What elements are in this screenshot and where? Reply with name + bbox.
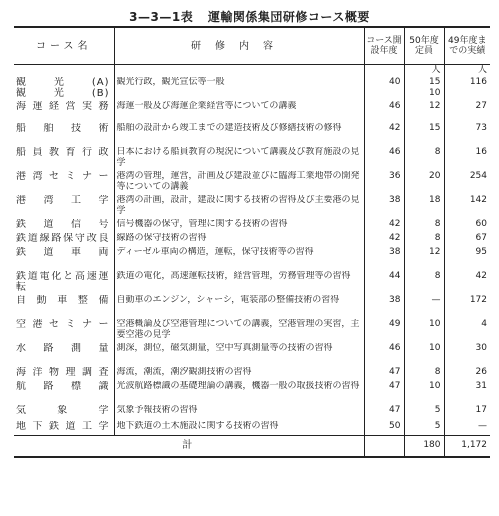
quota-1975 xyxy=(404,147,444,171)
header-row xyxy=(14,27,490,65)
quota-value: 8 xyxy=(434,367,441,377)
cumulative-record: 254 xyxy=(444,171,490,195)
course-name-text: 水路測量 xyxy=(16,343,110,354)
quota-1975 xyxy=(404,271,444,295)
course-description: 日本における船員教育の現況について講義及び教育施設の見学 xyxy=(114,147,364,171)
cumulative-record: 60 xyxy=(444,219,490,233)
table-row xyxy=(14,319,490,343)
course-name xyxy=(14,171,114,195)
total-cumulative: 1,172 xyxy=(444,435,490,457)
quota-value: 12 xyxy=(429,247,441,257)
course-name xyxy=(14,381,114,405)
quota-value: 18 xyxy=(429,195,441,205)
table-title xyxy=(0,8,499,25)
start-year: 46 xyxy=(364,343,404,367)
course-description: 信号機器の保守，管理に関する技術の習得 xyxy=(114,219,364,233)
cumulative-record: 31 xyxy=(444,381,490,405)
start-year: 42 xyxy=(364,233,404,247)
course-description: 船舶の設計から竣工までの建造技術及び修繕技術の修得 xyxy=(114,123,364,147)
table-row xyxy=(14,271,490,295)
course-description: 観光行政，観光宣伝等一般 xyxy=(114,77,364,101)
course-description: 気象予報技術の習得 xyxy=(114,405,364,421)
quota-value: 10 xyxy=(429,343,441,353)
quota-1975 xyxy=(404,219,444,233)
course-name-text: 鉄道電化と高速運転 xyxy=(16,271,110,293)
start-year: 42 xyxy=(364,123,404,147)
course-description: 海運一般及び海運企業経営等についての講義 xyxy=(114,101,364,123)
cumulative-record: 27 xyxy=(444,101,490,123)
table-row xyxy=(14,147,490,171)
course-name-text: 船員教育行政 xyxy=(16,147,110,158)
table-row xyxy=(14,123,490,147)
table-row xyxy=(14,101,490,123)
table-row xyxy=(14,233,490,247)
table-row xyxy=(14,381,490,405)
course-name-text: 港湾セミナー xyxy=(16,171,110,182)
cumulative-record: 95 xyxy=(444,247,490,271)
quota-value: 5 xyxy=(434,421,441,431)
start-year: 49 xyxy=(364,319,404,343)
start-year: 50 xyxy=(364,421,404,435)
table-row xyxy=(14,295,490,319)
start-year: 38 xyxy=(364,247,404,271)
start-year: 47 xyxy=(364,405,404,421)
quota-value: — xyxy=(431,295,441,305)
cumulative-record: — xyxy=(444,421,490,435)
quota-value: 8 xyxy=(434,271,441,281)
quota-1975 xyxy=(404,295,444,319)
course-name xyxy=(14,195,114,219)
quota-1975 xyxy=(404,123,444,147)
course-name-text: 鉄道信号 xyxy=(16,219,110,230)
course-description: 空港概論及び空港管理についての講義，空港管理の実習，主要空港の見学 xyxy=(114,319,364,343)
cumulative-record: 16 xyxy=(444,147,490,171)
cumulative-record: 142 xyxy=(444,195,490,219)
quota-1975 xyxy=(404,77,444,101)
table-row xyxy=(14,343,490,367)
cumulative-record: 30 xyxy=(444,343,490,367)
header-cumulative: 49年度までの実績 xyxy=(444,27,490,65)
cumulative-record: 172 xyxy=(444,295,490,319)
quota-value: 10 xyxy=(429,381,441,391)
course-name xyxy=(14,219,114,233)
quota-1975 xyxy=(404,101,444,123)
cumulative-record: 73 xyxy=(444,123,490,147)
quota-value: 10 xyxy=(429,319,441,329)
course-description: 港湾の管理，運営，計画及び建設並びに臨海工業地帯の開発等についての講義 xyxy=(114,171,364,195)
table-row xyxy=(14,421,490,435)
start-year: 47 xyxy=(364,381,404,405)
start-year: 40 xyxy=(364,77,404,101)
unit-cumulative: 人 xyxy=(444,65,490,78)
course-table xyxy=(14,26,490,458)
course-name-text: 航路標識 xyxy=(16,381,110,392)
start-year: 36 xyxy=(364,171,404,195)
quota-value: 8 xyxy=(434,219,441,229)
start-year: 46 xyxy=(364,147,404,171)
start-year: 38 xyxy=(364,195,404,219)
quota-1975 xyxy=(404,405,444,421)
table-row xyxy=(14,367,490,381)
table-row xyxy=(14,247,490,271)
quota-1975 xyxy=(404,421,444,435)
quota-value: 8 xyxy=(434,233,441,243)
table-row xyxy=(14,405,490,421)
unit-row xyxy=(14,65,490,78)
course-name-text: 自動車整備 xyxy=(16,295,110,306)
course-name-text: 海運経営実務 xyxy=(16,101,110,112)
course-description: 海流，潮流，潮汐観測技術の習得 xyxy=(114,367,364,381)
course-description: 光波航路標識の基礎理論の講義，機器一般の取扱技術の習得 xyxy=(114,381,364,405)
start-year: 42 xyxy=(364,219,404,233)
start-year: 47 xyxy=(364,367,404,381)
course-name xyxy=(14,101,114,123)
course-description: 測深，測位，磁気測量，空中写真測量等の技術の習得 xyxy=(114,343,364,367)
course-name xyxy=(14,247,114,271)
header-content: 研修内容 xyxy=(114,27,364,65)
header-course: コース名 xyxy=(14,27,114,65)
course-description: 自動車のエンジン，シャーシ，電装部の整備技術の習得 xyxy=(114,295,364,319)
course-name xyxy=(14,319,114,343)
course-name-text: 鉄道車両 xyxy=(16,247,110,258)
quota-value: 12 xyxy=(429,101,441,111)
quota-1975 xyxy=(404,319,444,343)
course-description: 地下鉄道の土木施設に関する技術の習得 xyxy=(114,421,364,435)
total-row xyxy=(14,435,490,457)
quota-1975 xyxy=(404,367,444,381)
course-name xyxy=(14,233,114,247)
quota-1975 xyxy=(404,343,444,367)
quota-value: 15 xyxy=(429,123,441,133)
table-row xyxy=(14,219,490,233)
unit-quota: 人 xyxy=(404,65,444,78)
course-name xyxy=(14,123,114,147)
course-description: ディーゼル車両の構造，運転，保守技術等の習得 xyxy=(114,247,364,271)
course-description: 港湾の計画，設計，建設に関する技術の習得及び主要港の見学 xyxy=(114,195,364,219)
quota-1975 xyxy=(404,171,444,195)
table-row xyxy=(14,195,490,219)
quota-value: 10 xyxy=(429,88,441,98)
course-name-text: 海洋物理調査 xyxy=(16,367,110,378)
course-name xyxy=(14,147,114,171)
table-caption: 運輸関係集団研修コース概要 xyxy=(207,10,370,24)
cumulative-record: 26 xyxy=(444,367,490,381)
start-year: 44 xyxy=(364,271,404,295)
course-name-text: 観光(B) xyxy=(16,88,110,99)
course-name xyxy=(14,343,114,367)
cumulative-record: 42 xyxy=(444,271,490,295)
course-name-text: 地下鉄道工学 xyxy=(16,421,110,432)
course-name-text: 船舶技術 xyxy=(16,123,110,134)
table-row xyxy=(14,77,490,101)
course-name-text: 観光(A) xyxy=(16,77,110,88)
cumulative-record: 4 xyxy=(444,319,490,343)
course-name-text: 港湾工学 xyxy=(16,195,110,206)
course-name xyxy=(14,405,114,421)
cumulative-record: 67 xyxy=(444,233,490,247)
quota-1975 xyxy=(404,195,444,219)
quota-value: 5 xyxy=(434,405,441,415)
course-name xyxy=(14,421,114,435)
table-number: 3—3—1表 xyxy=(129,10,194,24)
table-row xyxy=(14,171,490,195)
total-quota: 180 xyxy=(404,435,444,457)
course-name xyxy=(14,77,114,101)
course-description: 鉄道の電化，高速運転技術，経営管理，労務管理等の習得 xyxy=(114,271,364,295)
header-quota: 50年度定員 xyxy=(404,27,444,65)
total-label: 計 xyxy=(14,435,364,457)
quota-value: 15 xyxy=(429,77,441,87)
cumulative-record: 17 xyxy=(444,405,490,421)
course-name-text: 気象学 xyxy=(16,405,110,416)
quota-1975 xyxy=(404,381,444,405)
quota-value: 8 xyxy=(434,147,441,157)
course-name-text: 空港セミナー xyxy=(16,319,110,330)
course-name xyxy=(14,295,114,319)
course-description: 線路の保守技術の習得 xyxy=(114,233,364,247)
course-name-text: 鉄道線路保守改良 xyxy=(16,233,110,244)
header-year: コース開設年度 xyxy=(364,27,404,65)
quota-1975 xyxy=(404,247,444,271)
quota-value: 20 xyxy=(429,171,441,181)
course-name xyxy=(14,367,114,381)
start-year: 38 xyxy=(364,295,404,319)
course-name xyxy=(14,271,114,295)
quota-1975 xyxy=(404,233,444,247)
cumulative-record: 116 xyxy=(444,77,490,101)
start-year: 46 xyxy=(364,101,404,123)
